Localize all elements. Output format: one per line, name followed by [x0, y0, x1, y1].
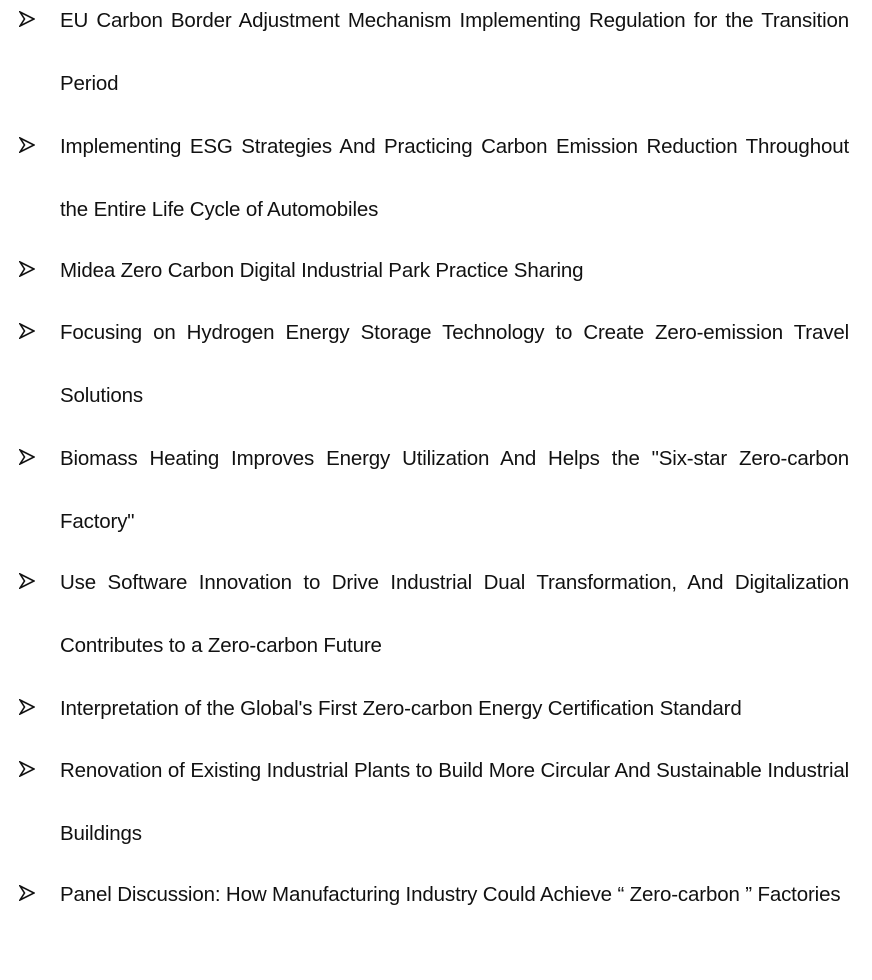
agenda-item-text: Panel Discussion: How Manufacturing Industry Could Achieve “ Zero-carbon ” Factories [60, 883, 841, 906]
agenda-item-text: Focusing on Hydrogen Energy Storage Technology to Create Zero-emission Travel Solutions [60, 321, 849, 407]
arrowhead-bullet-icon [19, 323, 35, 339]
agenda-item-text: Midea Zero Carbon Digital Industrial Park Practice Sharing [60, 259, 584, 282]
agenda-item-text: Interpretation of the Global's First Zero-carbon Energy Certification Standard [60, 697, 742, 720]
arrowhead-bullet-icon [19, 699, 35, 715]
agenda-item-text: Use Software Innovation to Drive Industrial Dual Transformation, And Digitalization Contributes to a Zero-carbon Future [60, 571, 849, 657]
arrowhead-bullet-icon [19, 885, 35, 901]
arrowhead-bullet-icon [19, 11, 35, 27]
agenda-item-text: Renovation of Existing Industrial Plants to Build More Circular And Sustainable Industrial Buildings [60, 759, 849, 845]
arrowhead-bullet-icon [19, 137, 35, 153]
arrowhead-bullet-icon [19, 761, 35, 777]
agenda-item-text: Implementing ESG Strategies And Practicing Carbon Emission Reduction Throughout the Entire Life Cycle of Automobiles [60, 135, 849, 221]
arrowhead-bullet-icon [19, 449, 35, 465]
agenda-item-text: EU Carbon Border Adjustment Mechanism Implementing Regulation for the Transition Period [60, 9, 849, 95]
agenda-item-text: Biomass Heating Improves Energy Utilization And Helps the "Six-star Zero-carbon Factory" [60, 447, 849, 533]
arrowhead-bullet-icon [19, 261, 35, 277]
arrowhead-bullet-icon [19, 573, 35, 589]
